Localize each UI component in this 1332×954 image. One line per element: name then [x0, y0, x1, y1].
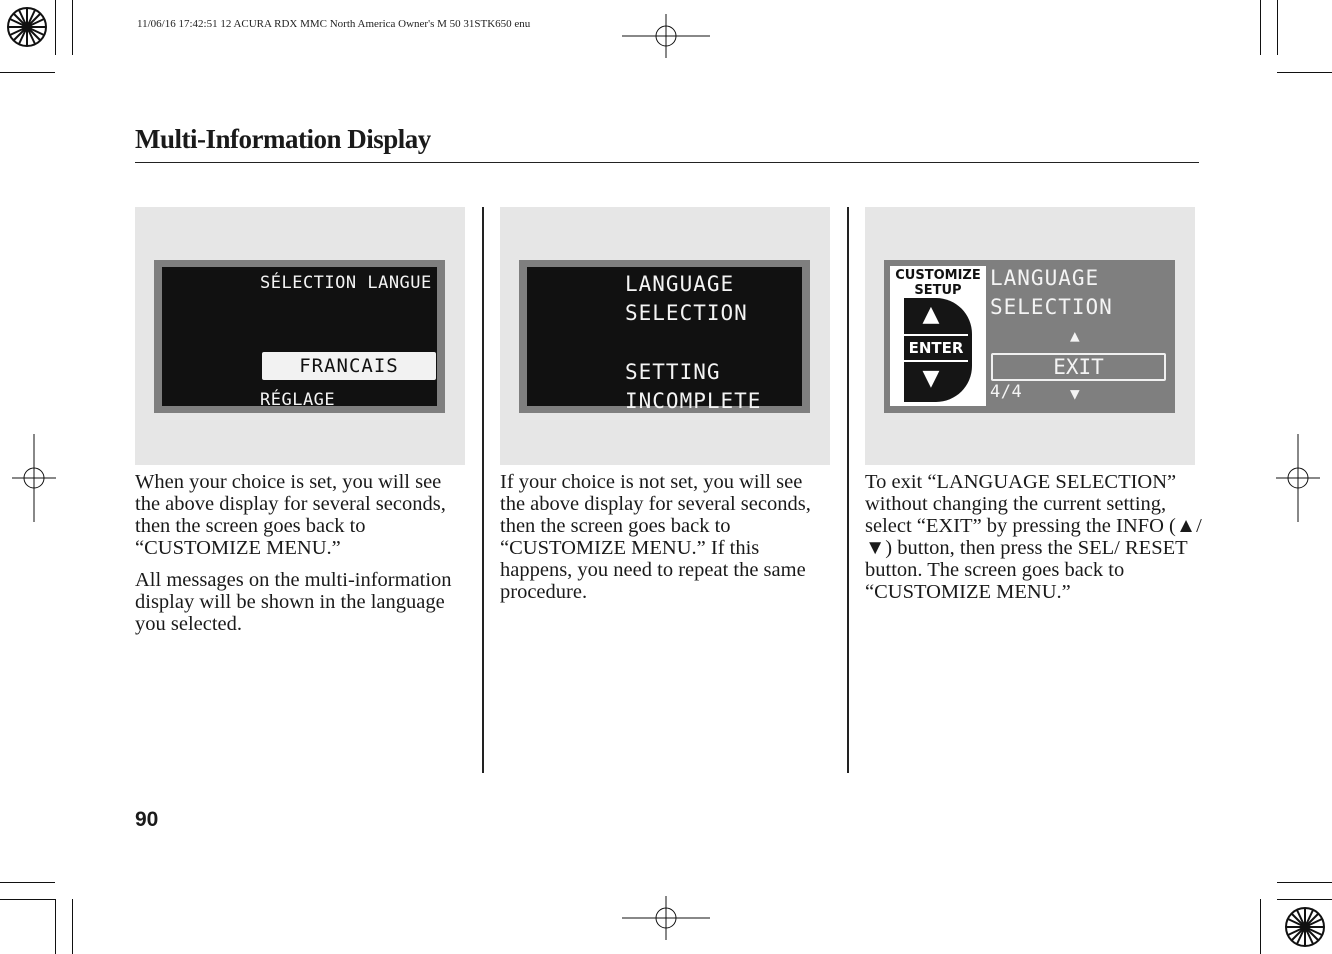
- paragraph: When your choice is set, you will see the above display for several seconds, then the screen goes back to “CUSTOMIZE MENU.”: [135, 471, 446, 559]
- lcd-line-3: SETTING: [625, 360, 721, 384]
- lcd-down-arrow-icon: ▼: [1070, 384, 1081, 403]
- paragraph: All messages on the multi-information display will be shown in the language you selected.: [135, 569, 452, 635]
- customize-setup-panel: [890, 266, 986, 406]
- registration-target-top-left-icon: [6, 6, 48, 48]
- lcd-line-1: LANGUAGE: [990, 266, 1100, 290]
- lcd-line-2: SELECTION: [990, 295, 1113, 319]
- section-title: Multi-Information Display: [135, 124, 431, 154]
- column-2-text: [500, 471, 830, 613]
- lcd-line-1: LANGUAGE: [625, 272, 735, 296]
- title-rule: [135, 162, 1199, 163]
- lcd-line-title: SÉLECTION LANGUE: [260, 273, 432, 293]
- crosshair-top-icon: [622, 14, 710, 58]
- lcd-page-indicator: 4/4: [990, 382, 1023, 402]
- display-illustration-1: [135, 207, 465, 465]
- down-arrow-icon: ▼: [922, 366, 940, 391]
- lcd-exit-option: EXIT: [991, 353, 1166, 381]
- lcd-selected-option: FRANCAIS: [262, 352, 436, 380]
- display-illustration-2: [500, 207, 830, 465]
- crosshair-bottom-icon: [622, 896, 710, 940]
- column-1-text: [135, 471, 470, 645]
- registration-target-bottom-right-icon: [1284, 906, 1326, 948]
- paragraph: To exit “LANGUAGE SELECTION” without changing the current setting, select “EXIT” by pressing the INFO (▲/▼) button, then press the SEL/ RESET button. The screen goes back to “CUSTOMIZE MENU.”: [865, 471, 1202, 603]
- enter-label: ENTER: [904, 334, 968, 362]
- lcd-line-4: INCOMPLETE: [625, 389, 762, 413]
- column-3-text: [865, 471, 1205, 613]
- page-number: 90: [135, 808, 159, 831]
- lcd-screen: [519, 260, 810, 413]
- lcd-screen: [154, 260, 445, 413]
- paragraph: If your choice is not set, you will see the above display for several seconds, then the screen goes back to “CUSTOMIZE MENU.” If this happens, you need to repeat the same procedure.: [500, 471, 811, 603]
- lcd-line-2: SELECTION: [625, 301, 748, 325]
- selector-pad: [904, 298, 972, 402]
- print-info: 11/06/16 17:42:51 12 ACURA RDX MMC North America Owner's M 50 31STK650 enu: [137, 18, 531, 30]
- lcd-screen: [884, 260, 1175, 413]
- column-divider-1: [482, 207, 484, 773]
- setup-label: SETUP: [914, 283, 962, 298]
- customize-label: CUSTOMIZE: [895, 268, 981, 283]
- crosshair-left-icon: [12, 434, 56, 522]
- lcd-up-arrow-icon: ▲: [1070, 326, 1081, 345]
- display-illustration-3: [865, 207, 1195, 465]
- column-divider-2: [847, 207, 849, 773]
- lcd-line-status: RÉGLAGE: [260, 390, 336, 410]
- up-arrow-icon: ▲: [922, 302, 940, 327]
- crosshair-right-icon: [1276, 434, 1320, 522]
